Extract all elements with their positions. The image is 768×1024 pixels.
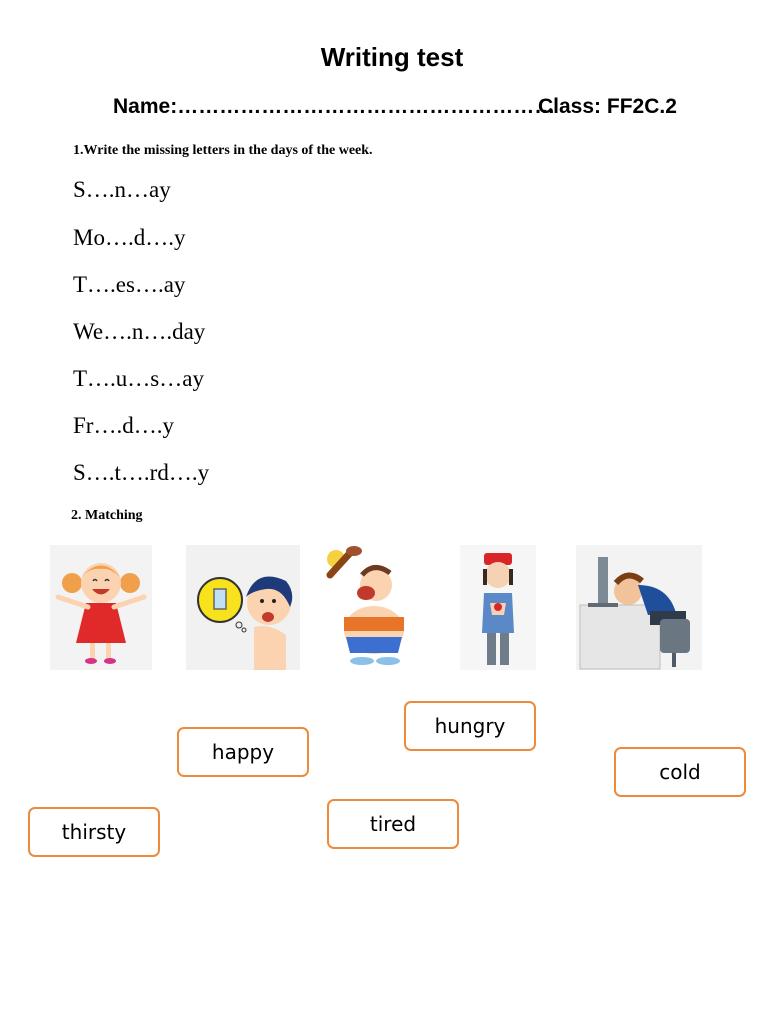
worksheet-title: Writing test	[320, 42, 464, 72]
day-item-wednesday: We….n….day	[73, 319, 206, 344]
thirsty-boy-picture	[186, 545, 300, 670]
word-card-hungry[interactable]: hungry	[404, 701, 536, 751]
word-card-happy[interactable]: happy	[177, 727, 309, 777]
cold-girl-picture	[460, 545, 536, 670]
day-item-friday: Fr….d….y	[73, 413, 174, 438]
tired-man-picture	[576, 545, 702, 670]
day-item-thursday: T….u…s…ay	[73, 366, 204, 391]
happy-girl-picture	[50, 545, 152, 670]
name-field: Name:………………………………………………	[113, 95, 556, 118]
class-label: Class: FF2C.2	[538, 95, 677, 118]
day-item-sunday: S….n…ay	[73, 177, 171, 202]
word-card-cold[interactable]: cold	[614, 747, 746, 797]
day-item-tuesday: T….es….ay	[73, 272, 186, 297]
day-item-saturday: S….t….rd….y	[73, 460, 210, 485]
hungry-man-picture	[314, 545, 424, 670]
word-card-tired[interactable]: tired	[327, 799, 459, 849]
question-2-heading: 2. Matching	[71, 508, 143, 523]
day-item-monday: Mo….d….y	[73, 225, 186, 250]
question-1-heading: 1.Write the missing letters in the days of the week.	[73, 143, 373, 158]
word-card-thirsty[interactable]: thirsty	[28, 807, 160, 857]
